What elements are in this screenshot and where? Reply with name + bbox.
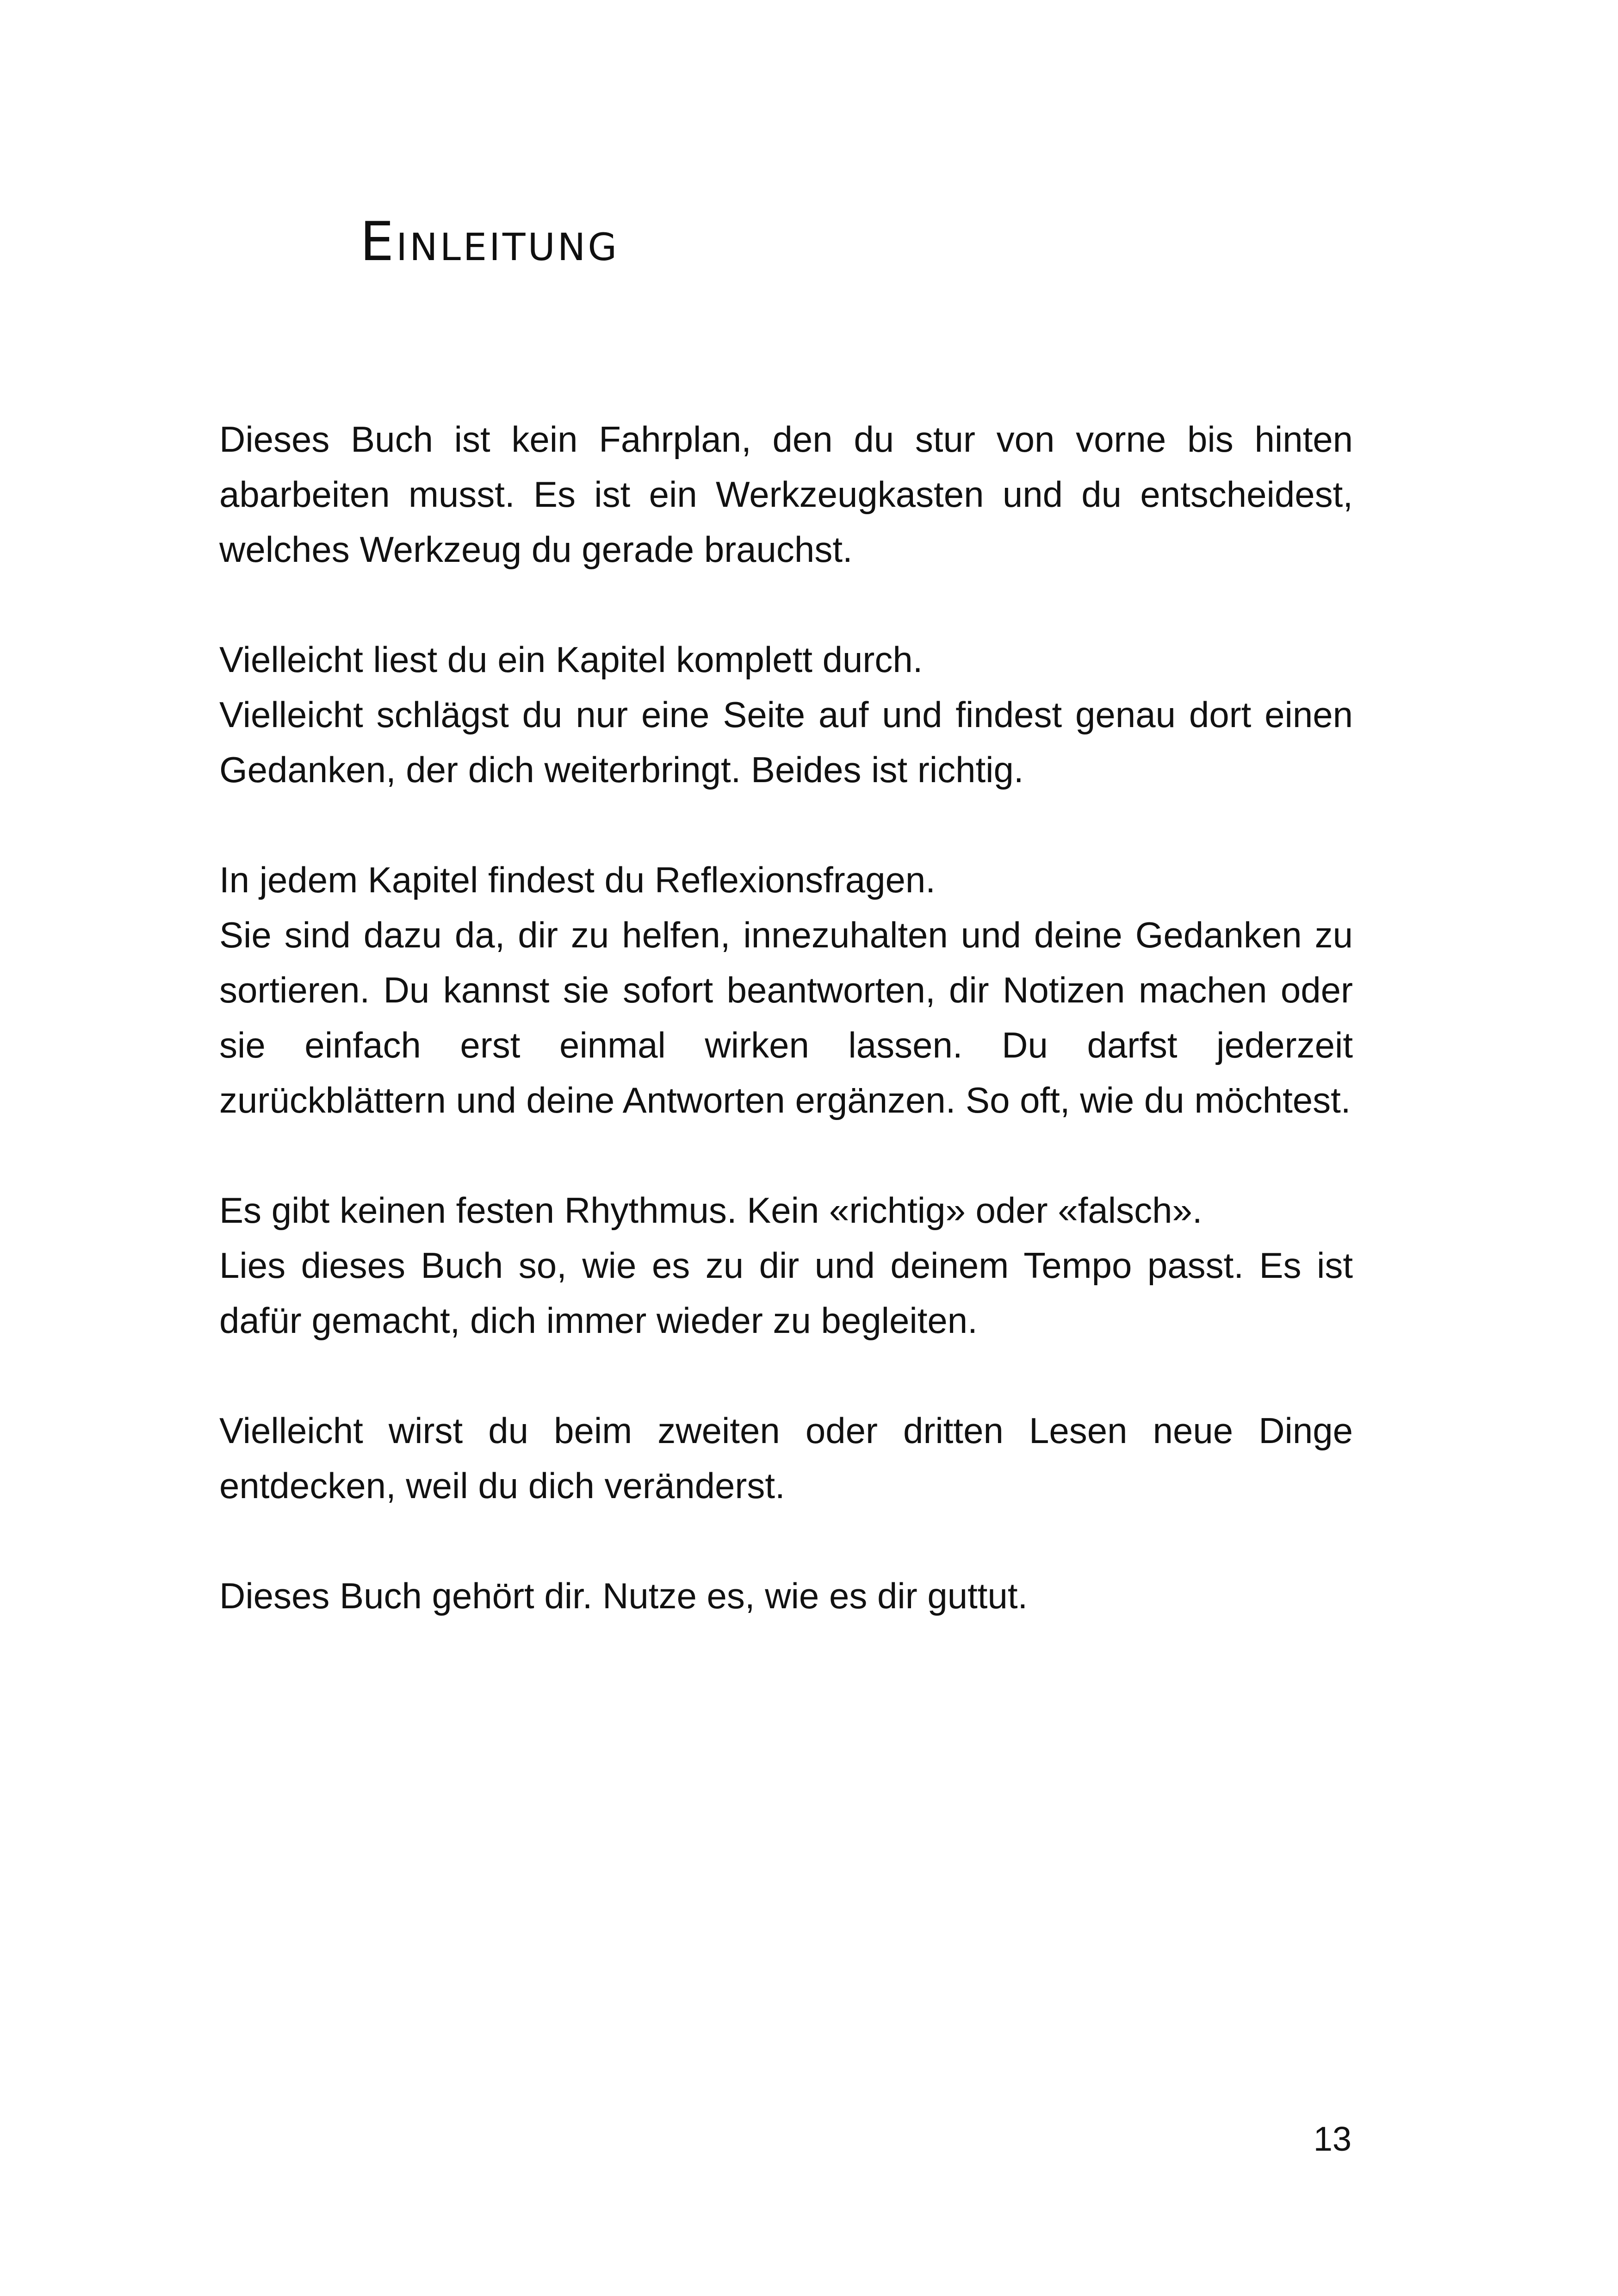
page-number: 13 — [1313, 2120, 1351, 2158]
paragraph-line: Vielleicht liest du ein Kapitel komplett durch. — [219, 639, 923, 680]
paragraph-line: Dieses Buch gehört dir. Nutze es, wie es dir guttut. — [219, 1575, 1028, 1616]
paragraph-line: Sie sind dazu da, dir zu helfen, innezuhalten und deine Gedanken zu sortieren. Du kannst sie sofort beantworten, dir Notizen machen oder sie einfach erst einmal wirken lassen. Du darfst jederzeit zurückblättern und deine Antworten ergänzen. So oft, wie du möchtest. — [219, 915, 1353, 1120]
paragraph-1 — [219, 412, 1353, 577]
paragraph-4 — [219, 1183, 1353, 1348]
paragraph-line: Es gibt keinen festen Rhythmus. Kein «richtig» oder «falsch». — [219, 1190, 1203, 1231]
paragraph-6 — [219, 1568, 1353, 1624]
chapter-title: Einleitung — [360, 211, 620, 273]
paragraph-line: Dieses Buch ist kein Fahrplan, den du stur von vorne bis hinten abarbeiten musst. Es ist ein Werkzeugkasten und du entscheidest, welches Werkzeug du gerade brauchst. — [219, 419, 1353, 570]
paragraph-line: In jedem Kapitel findest du Reflexionsfragen. — [219, 859, 936, 900]
paragraph-line: Vielleicht schlägst du nur eine Seite auf und findest genau dort einen Gedanken, der dich weiterbringt. Beides ist richtig. — [219, 694, 1353, 790]
body-text — [219, 412, 1353, 1624]
paragraph-5 — [219, 1403, 1353, 1513]
paragraph-line: Lies dieses Buch so, wie es zu dir und deinem Tempo passt. Es ist dafür gemacht, dich immer wieder zu begleiten. — [219, 1245, 1353, 1341]
paragraph-3 — [219, 852, 1353, 1128]
paragraph-line: Vielleicht wirst du beim zweiten oder dritten Lesen neue Dinge entdecken, weil du dich veränderst. — [219, 1410, 1353, 1506]
paragraph-2 — [219, 632, 1353, 797]
